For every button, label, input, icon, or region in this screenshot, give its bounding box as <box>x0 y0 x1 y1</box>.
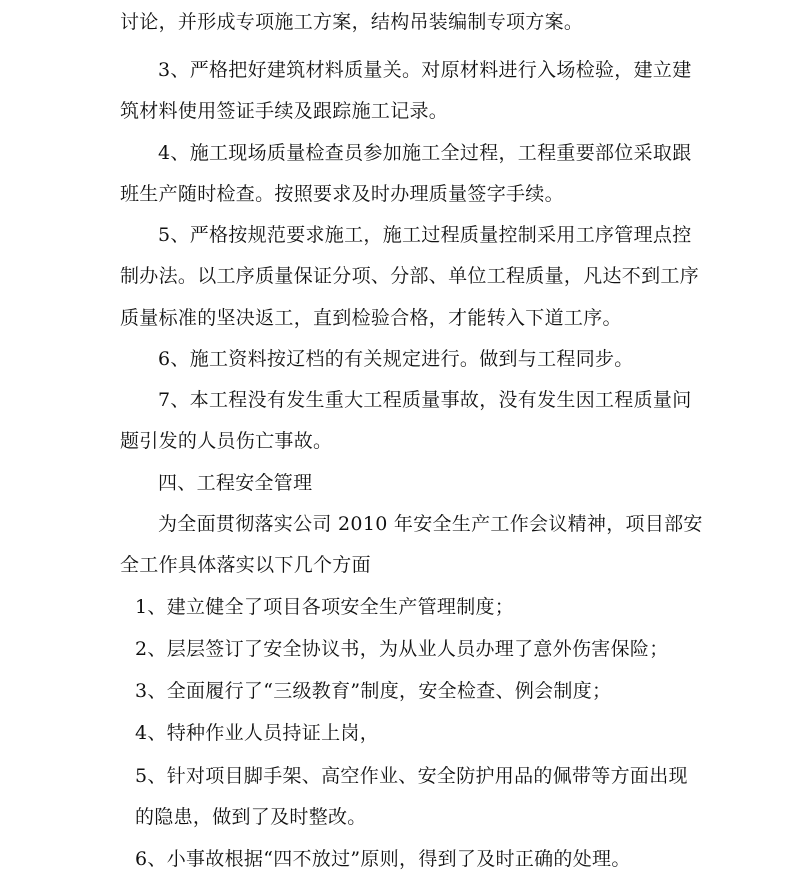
list-item-1: 1、建立健全了项目各项安全生产管理制度； <box>135 596 515 618</box>
text-line-2: 3、严格把好建筑材料质量关。对原材料进行入场检验，建立建 <box>158 59 692 81</box>
text-line-4: 4、施工现场质量检查员参加施工全过程，工程重要部位采取跟 <box>158 142 692 164</box>
text-line-6: 5、严格按规范要求施工，施工过程质量控制采用工序管理点控 <box>158 224 692 246</box>
text-line-7: 制办法。以工序质量保证分项、分部、单位工程质量，凡达不到工序 <box>120 265 700 287</box>
list-item-2: 2、层层签订了安全协议书，为从业人员办理了意外伤害保险； <box>135 638 669 660</box>
text-line-9: 6、施工资料按辽档的有关规定进行。做到与工程同步。 <box>158 348 634 370</box>
section-heading: 四、工程安全管理 <box>158 472 313 494</box>
list-item-6: 6、小事故根据“四不放过”原则，得到了及时正确的处理。 <box>135 848 631 870</box>
list-item-5: 5、针对项目脚手架、高空作业、安全防护用品的佩带等方面出现 <box>135 765 688 787</box>
text-line-10: 7、本工程没有发生重大工程质量事故，没有发生因工程质量问 <box>158 389 692 411</box>
text-line-1: 讨论，并形成专项施工方案，结构吊装编制专项方案。 <box>120 11 584 33</box>
text-line-5: 班生产随时检查。按照要求及时办理质量签字手续。 <box>120 183 564 205</box>
text-line-8: 质量标准的坚决返工，直到检验合格，才能转入下道工序。 <box>120 307 622 329</box>
list-item-5-continued: 的隐患，做到了及时整改。 <box>135 806 367 828</box>
text-line-11: 题引发的人员伤亡事故。 <box>120 430 333 452</box>
text-line-13: 为全面贯彻落实公司 2010 年安全生产工作会议精神，项目部安 <box>158 513 703 535</box>
list-item-4: 4、特种作业人员持证上岗， <box>135 722 379 744</box>
text-line-3: 筑材料使用签证手续及跟踪施工记录。 <box>120 100 449 122</box>
text-line-14: 全工作具体落实以下几个方面 <box>120 554 371 576</box>
list-item-3: 3、全面履行了“三级教育”制度，安全检查、例会制度； <box>135 680 612 702</box>
